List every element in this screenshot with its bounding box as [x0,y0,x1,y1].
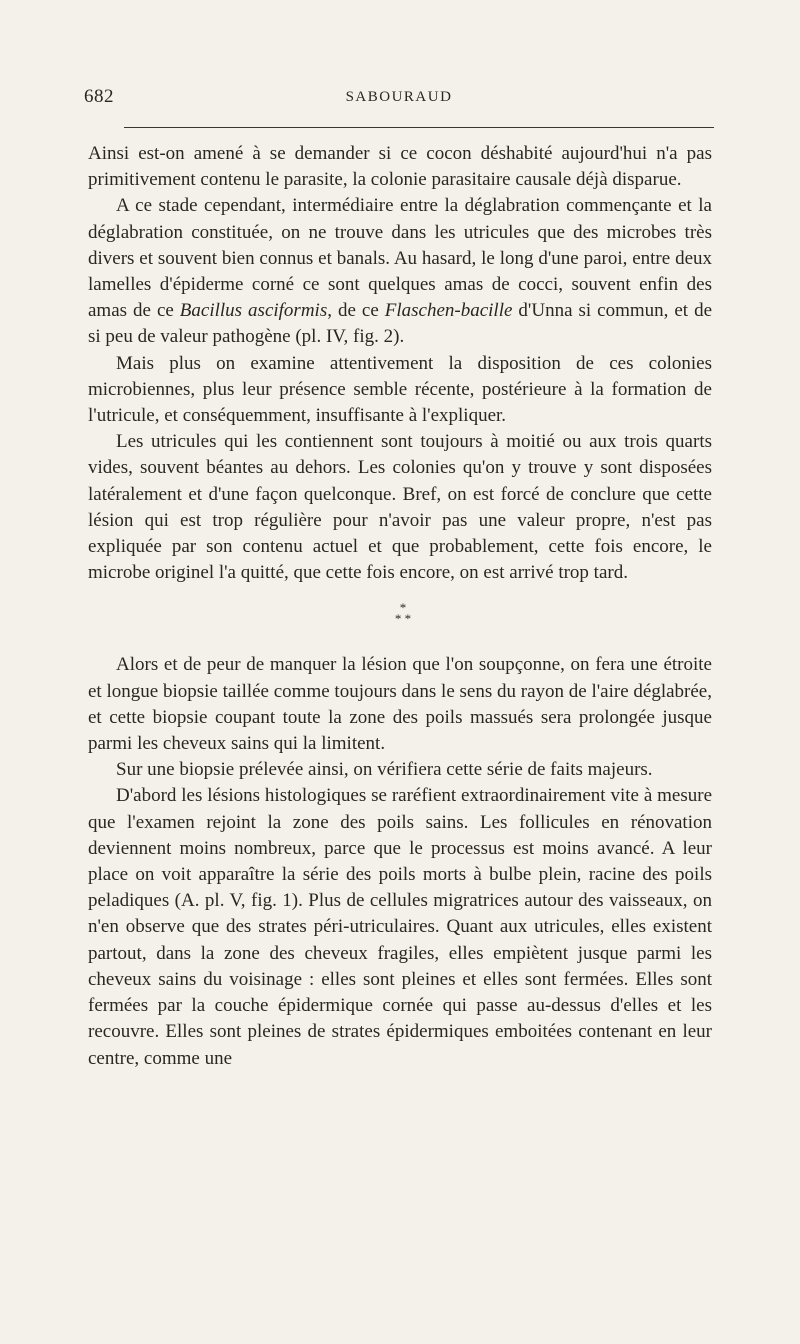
text-run: , de ce [327,300,385,322]
asterism-top: * [399,600,407,616]
header-rule [124,127,714,128]
text-run: A ce stade cependant, intermédiaire entre la déglabration commençante et la déglabration constituée, on ne trouve dans les utricules que des microbes très divers et souvent bien connus et banals. Au hasard, le long d'une paroi, entre deux lamelles d'épiderme corné ce sont quelques amas de cocci, souvent enfin des amas de ce [88,195,712,322]
running-title: SABOURAUD [345,89,453,105]
paragraph: Mais plus on examine attentivement la disposition de ces colonies microbiennes, plus leur présence semble récente, postérieure à la formation de l'utricule, et conséquemment, insuffisante à l'expliquer. [88,352,712,427]
page-header [84,86,714,114]
asterism-bottom: * * [394,611,412,627]
paragraph: Les utricules qui les contiennent sont toujours à moitié ou aux trois quarts vides, souvent béantes au dehors. Les colonies qu'on y trouve y sont disposées latéralement et d'une façon quelconque. Bref, on est forcé de conclure que cette lésion qui est trop régulière pour n'avoir pas une valeur propre, n'est pas expliquée par son contenu actuel et que probablement, cette fois encore, le microbe originel l'a quitté, que cette fois encore, on est arrivé trop tard. [88,431,712,584]
page-number: 682 [84,86,114,107]
italic-term: Bacillus asciformis [179,300,328,322]
section-asterism [88,600,712,627]
body-text [88,141,712,1072]
paragraph: Alors et de peur de manquer la lésion que l'on soupçonne, on fera une étroite et longue biopsie taillée comme toujours dans le sens du rayon de l'aire déglabrée, et cette biopsie coupant toute la zone des poils massués sera prolongée jusque parmi les cheveux sains qui la limitent. [88,654,712,755]
text-run: d'Unna si commun, et de si peu de valeur pathogène (pl. IV, fig. 2). [88,300,712,348]
paragraph: Sur une biopsie prélevée ainsi, on vérifiera cette série de faits majeurs. [116,759,653,781]
paragraph [88,193,712,350]
paragraph: Ainsi est-on amené à se demander si ce cocon déshabité aujourd'hui n'a pas primitivement contenu le parasite, la colonie parasitaire causale déjà disparue. [88,143,712,191]
paragraph: D'abord les lésions histologiques se raréfient extraordinairement vite à mesure que l'examen rejoint la zone des poils sains. Les follicules en rénovation deviennent moins nombreux, parce que le processus est moins avancé. A leur place on voit apparaître la série des poils morts à bulbe plein, racine des poils peladiques (A. pl. V, fig. 1). Plus de cellules migratrices autour des vaisseaux, on n'en observe que des strates péri-utriculaires. Quant aux utricules, elles existent partout, dans la zone des cheveux fragiles, elles empiètent jusque parmi les cheveux sains du voisinage : elles sont pleines et elles sont fermées. Elles sont fermées par la couche épidermique cornée qui passe au-dessus d'elles et les recouvre. Elles sont pleines de strates épidermiques emboitées contenant en leur centre, comme une [88,785,712,1069]
italic-term: Flaschen-bacille [384,300,513,322]
